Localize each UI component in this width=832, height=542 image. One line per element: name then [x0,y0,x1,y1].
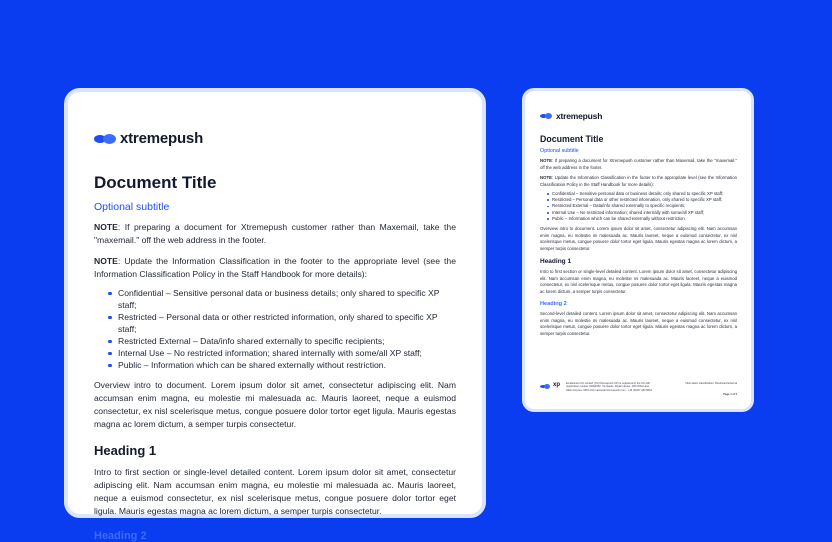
list-item: Internal Use – No restricted information; shared internally with some/all XP staff; [547,210,737,216]
brand-logo [540,111,737,121]
note-text: : Update the Information Classification in the footer to the appropriate level (see the Information Classification Policy in the Staff Handbook for more details): [94,256,456,279]
classification-list [540,191,737,222]
document-preview-large [64,88,486,542]
classification-list [94,287,456,371]
list-item: Confidential – Sensitive personal data or business details; only shared to specific XP staff; [108,287,456,311]
footer-logo-text: xp [553,381,561,388]
heading-1: Heading 1 [94,443,157,458]
document-subtitle: Optional subtitle [94,201,170,213]
document-subtitle: Optional subtitle [540,148,579,154]
heading-1: Heading 1 [540,258,572,266]
heading-2: Heading 2 [94,530,147,542]
xtremepush-logo-icon [94,134,116,144]
list-item: Internal Use – No restricted information; shared internally with some/all XP staff; [108,347,456,359]
note-paragraph-2 [540,175,737,188]
note-label: NOTE [94,256,118,266]
note-text: : Update the Information Classification in the footer to the appropriate level (see the Information Classification Policy in the Staff Handbook for more details): [540,175,737,187]
logo-text: xtremepush [120,130,204,147]
list-item: Restricted – Personal data or other restricted information, only shared to specific XP staff; [547,197,737,203]
overview-paragraph: Overview intro to document. Lorem ipsum dolor sit amet, consectetur adipiscing elit. Nam accumsan enim magna, eu molestie mi malesuada ac. Mauris laoreet, neque a euismod consectetur, ex nisl scelerisque metus, congue posuere dolor tortor eget ligula. Mauris egestas magna ac lorem dictum, a semper turpis consectetur. [94,380,456,429]
list-item: Confidential – Sensitive personal data or business details; only shared to specific XP staff; [547,191,737,197]
note-paragraph-1 [540,158,737,171]
heading-1-paragraph: Intro to first section or single-level detailed content. Lorem ipsum dolor sit amet, consectetur adipiscing elit. Nam accumsan enim magna, eu molestie mi malesuada ac. Mauris laoreet, neque a euismod consectetur, ex nisl scelerisque metus, congue posuere dolor tortor eget ligula. Mauris egestas magna ac lorem dictum, a semper turpis consectetur. [540,269,737,294]
xp-logo-icon [540,384,550,389]
footer-right [685,382,737,397]
list-item: Restricted – Personal data or other restricted information, only shared to specific XP staff; [108,311,456,335]
note-paragraph-2 [94,255,456,281]
list-item: Public – Information which can be shared externally without restriction. [108,359,456,371]
list-item: Public – Information which can be shared externally without restriction. [547,216,737,222]
note-text: : If preparing a document for Xtremepush customer rather than Maxemail, take the "maxemail." off the web address in the footer. [540,158,737,170]
heading-2-paragraph: Second-level detailed content. Lorem ipsum dolor sit amet, consectetur adipiscing elit. Nam accumsan enim magna, eu molestie mi malesuada ac. Mauris laoreet, neque a euismod consectetur, ex nisl scelerisque metus, congue posuere dolor tortor eget ligula. Mauris egestas magna ac lorem dictum, a semper turpis consectetur. [540,311,737,336]
xtremepush-logo-icon [540,113,552,119]
list-item: Restricted External – Data/info shared externally to specific recipients; [108,335,456,347]
note-paragraph-1 [94,221,456,247]
document-title: Document Title [94,173,217,192]
logo-text: xtremepush [556,111,603,121]
note-label: NOTE [94,222,118,232]
heading-2: Heading 2 [540,301,567,308]
overview-paragraph: Overview intro to document. Lorem ipsum dolor sit amet, consectetur adipiscing elit. Nam accumsan enim magna, eu molestie mi malesuada ac. Mauris laoreet, neque a euismod consectetur, ex nisl scelerisque metus, congue posuere dolor tortor eget ligula. Mauris egestas magna ac lorem dictum, a semper turpis consectetur. [540,226,737,251]
note-label: NOTE [540,175,552,180]
document-title: Document Title [540,134,604,144]
note-text: : If preparing a document for Xtremepush customer rather than Maxemail, take the "maxemail." off the web address in the footer. [94,222,456,245]
page-footer [540,382,737,397]
footer-classification: Information classification: Restricted External [685,381,737,385]
heading-1-paragraph: Intro to first section or single-level detailed content. Lorem ipsum dolor sit amet, consectetur adipiscing elit. Nam accumsan enim magna, eu molestie mi malesuada ac. Mauris laoreet, neque a euismod consectetur, ex nisl scelerisque metus, congue posuere dolor tortor eget ligula. Mauris egestas magna ac lorem dictum, a semper turpis consectetur. [94,467,456,516]
list-item: Restricted External – Data/info shared externally to specific recipients; [547,203,737,209]
brand-logo [94,130,456,147]
note-label: NOTE [540,158,552,163]
footer-page-number: Page 1 of 3 [723,393,737,397]
footer-company-info: Emailcenter UK Limited (T/A Xtremepush UK) is registered in the UK with registration number 04494052. Co-Space, Ryder House, 10th Whit Lane, Hilton Keynes, MK9 2JA maxemail.xtremepush.com · +44 (0)207 183 5661 [566,381,653,392]
document-preview-thumbnail [522,88,754,412]
